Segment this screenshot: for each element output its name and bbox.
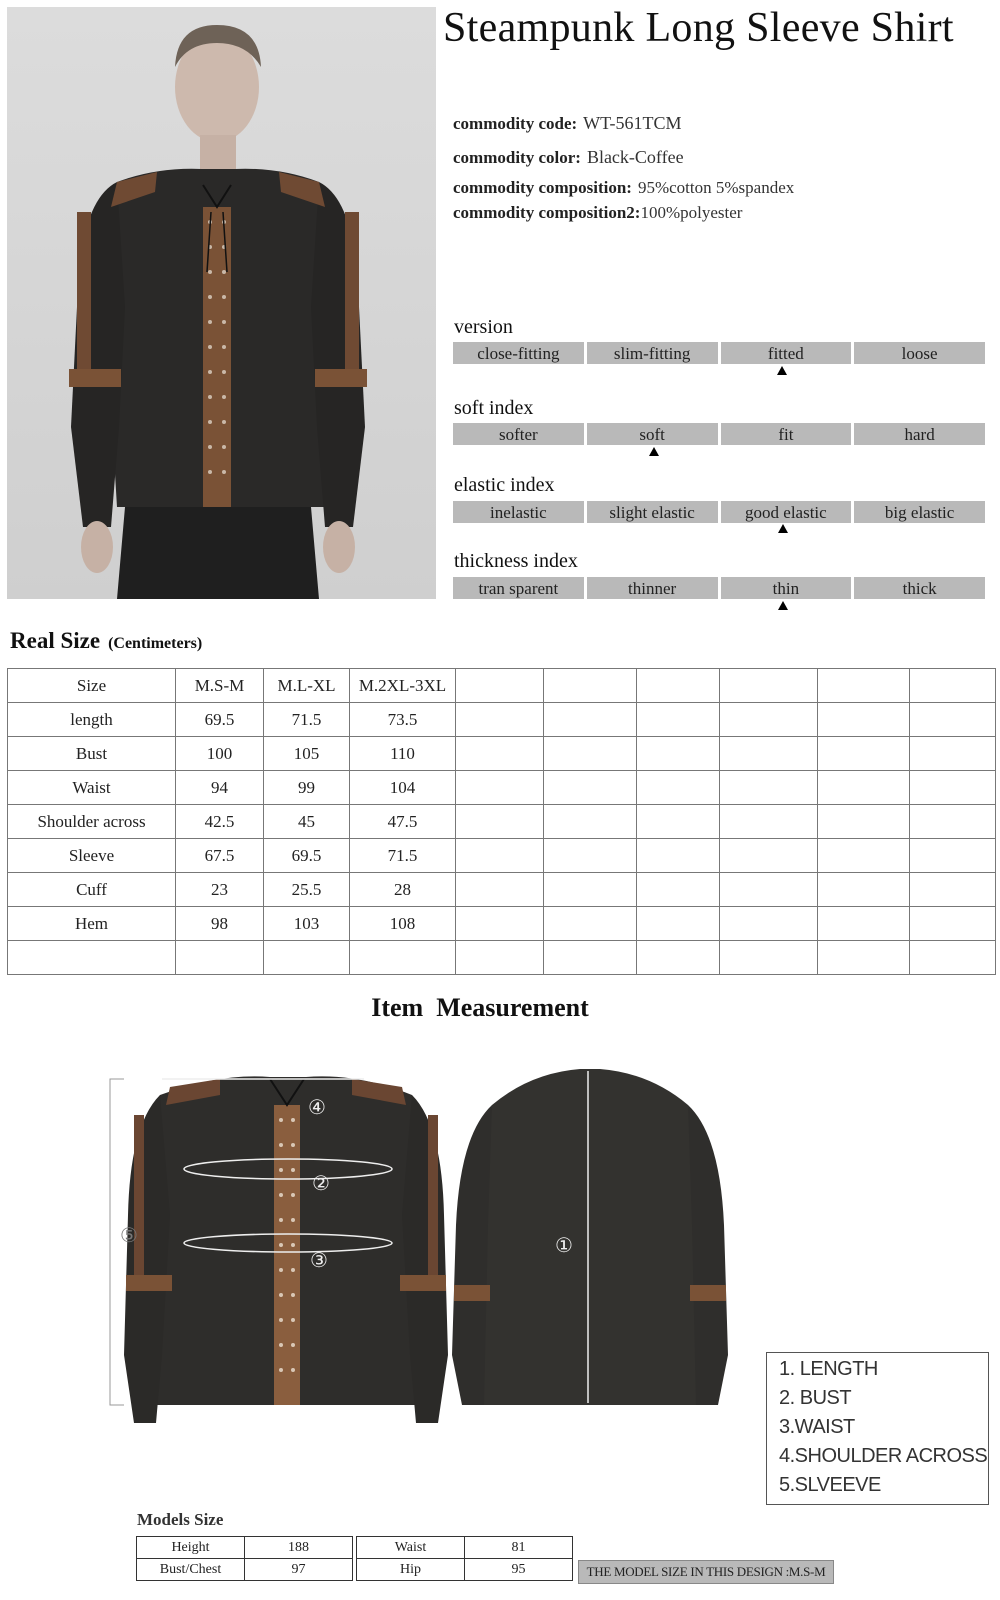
soft-index-option: hard — [854, 423, 985, 445]
table-row — [8, 703, 996, 737]
elastic-index-selected-marker — [778, 524, 788, 533]
thickness-index-option: thick — [854, 577, 985, 599]
commodity-code-label: commodity code: — [453, 114, 578, 133]
table-cell: 100 — [176, 737, 264, 771]
table-cell: 47.5 — [350, 805, 456, 839]
models-table-right — [356, 1536, 573, 1581]
product-title: Steampunk Long Sleeve Shirt — [443, 5, 954, 51]
soft-index-selected-marker — [649, 447, 659, 456]
marker-bust: ② — [312, 1171, 330, 1195]
elastic-index-option: big elastic — [854, 501, 985, 523]
soft-index-option: soft — [587, 423, 718, 445]
front-shirt-illustration — [110, 1076, 448, 1423]
bust-value: 97 — [245, 1559, 353, 1581]
table-cell: 71.5 — [350, 839, 456, 873]
version-selected-marker — [777, 366, 787, 375]
table-row — [137, 1559, 353, 1581]
table-cell: 45 — [264, 805, 350, 839]
legend-item: 2. BUST — [779, 1387, 852, 1409]
header-cell: M.S-M — [176, 669, 264, 703]
commodity-composition2 — [453, 203, 742, 223]
real-size-unit: (Centimeters) — [108, 635, 203, 652]
elastic-index-label: elastic index — [454, 474, 555, 496]
table-cell: 108 — [350, 907, 456, 941]
version-option: slim-fitting — [587, 342, 718, 364]
thickness-index-option: tran sparent — [453, 577, 584, 599]
version-label: version — [454, 316, 513, 338]
legend-item: 5.SLVEEVE — [779, 1474, 881, 1496]
table-cell: 73.5 — [350, 703, 456, 737]
commodity-composition — [453, 178, 794, 198]
table-cell: 104 — [350, 771, 456, 805]
soft-index-option: softer — [453, 423, 584, 445]
waist-label: Waist — [357, 1537, 465, 1559]
thickness-index-scale — [453, 577, 985, 599]
table-cell: 105 — [264, 737, 350, 771]
row-label: Hem — [8, 907, 176, 941]
commodity-composition-label: commodity composition: — [453, 178, 632, 197]
commodity-color-label: commodity color: — [453, 148, 581, 167]
marker-length: ① — [555, 1233, 573, 1257]
back-shirt-illustration — [452, 1069, 728, 1405]
commodity-color — [453, 147, 684, 168]
models-size-title: Models Size — [137, 1510, 224, 1529]
real-size-heading — [10, 628, 202, 654]
row-label: Bust — [8, 737, 176, 771]
product-photo — [7, 7, 436, 599]
real-size-title: Real Size — [10, 628, 101, 653]
table-cell: 94 — [176, 771, 264, 805]
table-row-empty — [8, 941, 996, 975]
table-cell: 42.5 — [176, 805, 264, 839]
hip-label: Hip — [357, 1559, 465, 1581]
header-cell: M.2XL-3XL — [350, 669, 456, 703]
commodity-color-value: Black-Coffee — [586, 147, 684, 167]
elastic-index-option: slight elastic — [587, 501, 718, 523]
header-cell: Size — [8, 669, 176, 703]
waist-value: 81 — [465, 1537, 573, 1559]
measurement-legend — [766, 1352, 989, 1505]
elastic-index-option: inelastic — [453, 501, 584, 523]
table-row — [357, 1537, 573, 1559]
elastic-index-scale — [453, 501, 985, 523]
row-label: length — [8, 703, 176, 737]
version-option: loose — [854, 342, 985, 364]
table-row — [8, 771, 996, 805]
table-cell: 28 — [350, 873, 456, 907]
soft-index-scale — [453, 423, 985, 445]
legend-item: 3.WAIST — [779, 1416, 855, 1438]
table-cell: 67.5 — [176, 839, 264, 873]
header-cell: M.L-XL — [264, 669, 350, 703]
table-row — [8, 805, 996, 839]
commodity-composition2-value: 100%polyester — [640, 203, 743, 222]
height-value: 188 — [245, 1537, 353, 1559]
row-label: Cuff — [8, 873, 176, 907]
table-row — [8, 839, 996, 873]
row-label: Sleeve — [8, 839, 176, 873]
thickness-index-label: thickness index — [454, 550, 578, 572]
table-row — [8, 907, 996, 941]
version-option: close-fitting — [453, 342, 584, 364]
item-measurement-title: Item Measurement — [371, 993, 589, 1022]
marker-waist: ③ — [310, 1248, 328, 1272]
models-table-left — [136, 1536, 353, 1581]
marker-shoulder: ④ — [308, 1095, 326, 1119]
table-row — [8, 737, 996, 771]
thickness-index-option: thin — [721, 577, 852, 599]
thickness-index-option: thinner — [587, 577, 718, 599]
soft-index-option: fit — [721, 423, 852, 445]
height-label: Height — [137, 1537, 245, 1559]
size-table — [7, 668, 996, 975]
version-scale — [453, 342, 985, 364]
elastic-index-option: good elastic — [721, 501, 852, 523]
model-size-note: THE MODEL SIZE IN THIS DESIGN :M.S-M — [578, 1560, 834, 1584]
bust-label: Bust/Chest — [137, 1559, 245, 1581]
marker-sleeve: ⑤ — [120, 1223, 138, 1247]
row-label: Shoulder across — [8, 805, 176, 839]
table-cell: 98 — [176, 907, 264, 941]
table-cell: 99 — [264, 771, 350, 805]
commodity-code — [453, 113, 682, 134]
table-cell: 110 — [350, 737, 456, 771]
row-label: Waist — [8, 771, 176, 805]
table-cell: 69.5 — [176, 703, 264, 737]
hip-value: 95 — [465, 1559, 573, 1581]
soft-index-label: soft index — [454, 397, 534, 419]
table-cell: 23 — [176, 873, 264, 907]
commodity-composition2-label: commodity composition2: — [453, 203, 641, 222]
table-row — [8, 873, 996, 907]
table-row — [357, 1559, 573, 1581]
table-cell: 25.5 — [264, 873, 350, 907]
commodity-composition-value: 95%cotton 5%spandex — [637, 178, 795, 197]
commodity-code-value: WT-561TCM — [583, 113, 682, 133]
legend-item: 1. LENGTH — [779, 1358, 878, 1380]
table-cell: 69.5 — [264, 839, 350, 873]
table-header-row — [8, 669, 996, 703]
legend-item: 4.SHOULDER ACROSS — [779, 1445, 988, 1467]
version-option: fitted — [721, 342, 852, 364]
measurement-diagram — [100, 1065, 760, 1445]
thickness-index-selected-marker — [778, 601, 788, 610]
table-row — [137, 1537, 353, 1559]
table-cell: 71.5 — [264, 703, 350, 737]
table-cell: 103 — [264, 907, 350, 941]
